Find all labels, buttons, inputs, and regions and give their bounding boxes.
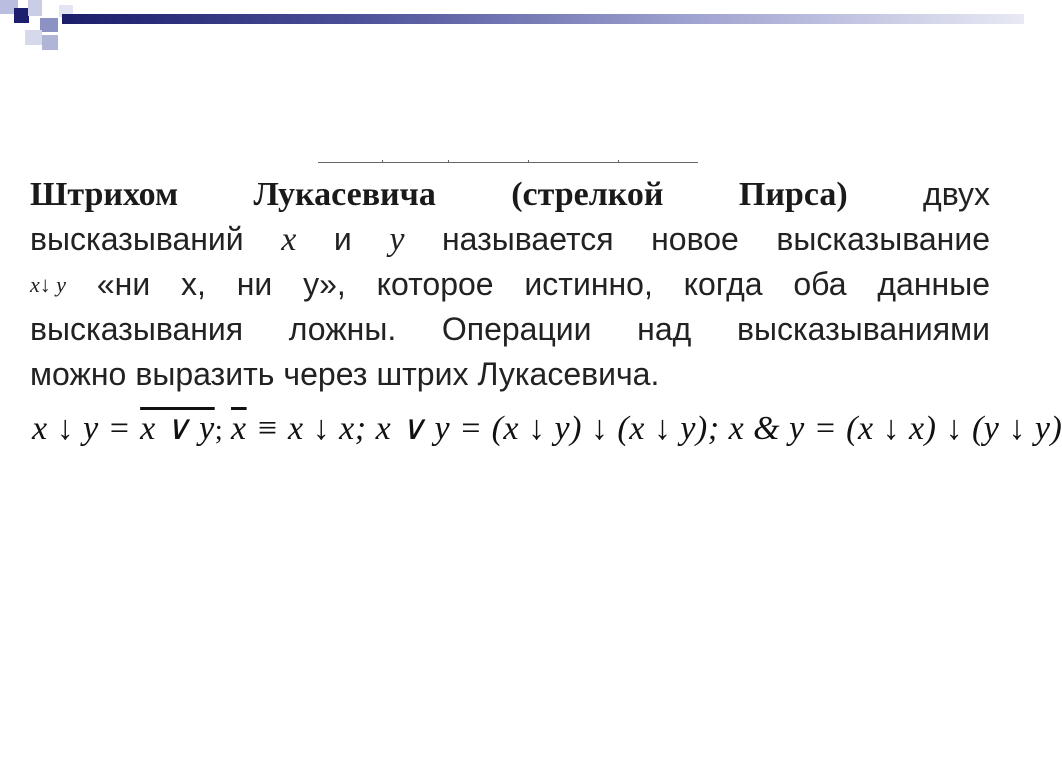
word: которое [376, 266, 494, 302]
word: (стрелкой [511, 176, 664, 213]
word: можно [30, 356, 127, 392]
word: называется [441, 221, 614, 257]
word: высказываниями [736, 311, 990, 347]
decor-square [40, 18, 58, 32]
word: Штрихом [30, 176, 179, 213]
definition-paragraph [30, 172, 990, 397]
decor-square [25, 30, 42, 45]
formula-separator: ; [214, 414, 232, 446]
top-rule-line [318, 162, 698, 163]
word: ложны. [288, 311, 397, 347]
rule-tick [382, 160, 383, 163]
word: двух [923, 176, 990, 212]
word: данные [877, 266, 990, 302]
paragraph-line-3 [30, 262, 990, 307]
word: над [637, 311, 692, 347]
decor-square [42, 35, 58, 50]
paragraph-line-5 [30, 352, 990, 397]
paragraph-line-1 [30, 172, 990, 217]
formula-or-def: x ∨ y = (x ↓ y) ↓ (x ↓ y); [375, 410, 729, 447]
rule-tick [618, 160, 619, 163]
word: истинно, [524, 266, 653, 302]
word: Лукасевича. [477, 356, 660, 392]
decor-square [28, 0, 42, 16]
decor-square [14, 8, 29, 23]
paragraph-line-2 [30, 217, 990, 262]
word: Операции [441, 311, 592, 347]
rule-tick [448, 160, 449, 163]
word: и [333, 221, 352, 257]
formula-line [32, 408, 1062, 448]
word: Пирса) [738, 176, 848, 213]
word: штрих [376, 356, 469, 392]
word: высказывания [30, 311, 244, 347]
nor-notation: x↓ y [30, 272, 67, 297]
header-gradient-bar [62, 14, 1024, 24]
word: высказывание [776, 221, 990, 257]
variable-x: x [281, 221, 297, 258]
formula-negated-x: $\overline{x}$ [231, 410, 247, 447]
formula-negation-def: ≡ x ↓ x; [246, 410, 376, 447]
word: «ни [96, 266, 151, 302]
formula-negated-or: x ∨ y [140, 410, 215, 447]
formula-nor-def: x ↓ y = [32, 410, 141, 447]
formula-and-def: x & y = (x ↓ x) ↓ (y ↓ y) [728, 410, 1062, 447]
rule-tick [528, 160, 529, 163]
word: выразить [135, 356, 275, 392]
word: оба [793, 266, 847, 302]
word: x, [181, 266, 206, 302]
word: высказываний [30, 221, 244, 257]
word: ни [236, 266, 273, 302]
paragraph-line-4 [30, 307, 990, 352]
word: когда [683, 266, 763, 302]
variable-y: y [389, 221, 405, 258]
word: новое [651, 221, 739, 257]
word: через [283, 356, 368, 392]
word: Лукасевича [253, 176, 436, 213]
word: y», [303, 266, 346, 302]
